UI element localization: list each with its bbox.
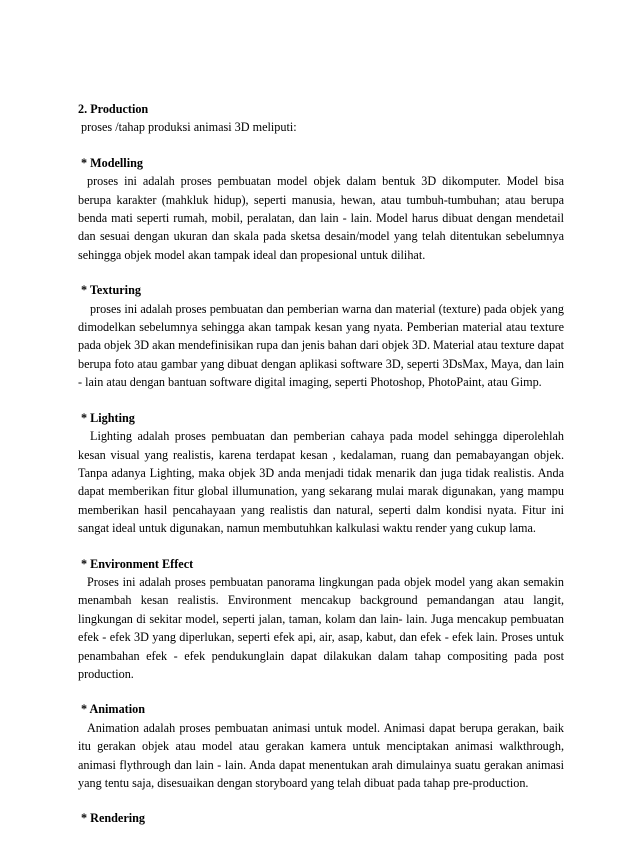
section-lighting xyxy=(78,409,564,538)
section-body-lighting: Lighting adalah proses pembuatan dan pemberian cahaya pada model sehingga diperolehlah kesan visual yang realistis, karena terdapat kesan , kedalaman, ruang dan pemabayangan objek. Tanpa adanya Lighting, maka objek 3D anda menjadi tidak menarik dan juga tidak realistis. Anda dapat memberikan fitur global illumunation, yang sekarang mulai marak digunakan, yang mampu memberikan hasil pencahayaan yang realistis dan natural, seperti dalm kondisi nyata. Fitur ini sangat ideal untuk digunakan, namun membutuhkan kalkulasi waktu render yang cukup lama. xyxy=(78,429,564,536)
section-title-rendering: * Rendering xyxy=(81,811,145,826)
section-body-environment-effect: Proses ini adalah proses pembuatan panorama lingkungan pada objek model yang akan semakin menambah kesan realistis. Environment mencakup background pemandangan atau langit, lingkungan di sekitar model, seperti jalan, taman, kolam dan lain- lain. Juga mencakup pembuatan efek - efek 3D yang diperlukan, seperti efek api, air, asap, kabut, dan efek - efek lain. Proses untuk penambahan efek - efek pendukunglain dapat dilakukan dalam tahap compositing pada post production. xyxy=(78,574,564,681)
document-page xyxy=(78,100,564,845)
section-title-environment-effect: * Environment Effect xyxy=(81,556,194,571)
section-body-texturing: proses ini adalah proses pembuatan dan pemberian warna dan material (texture) pada objek yang dimodelkan sebelumnya sehingga akan tampak kesan yang nyata. Pemberian material atau texture pada objek 3D akan mendefinisikan rupa dan jenis bahan dari objek 3D. Material atau texture dapat berupa foto atau gambar yang dibuat dengan aplikasi software 3D, seperti 3DsMax, Maya, dan lain - lain atau dengan bantuan software digital imaging, seperti Photoshop, PhotoPaint, atau Gimp. xyxy=(78,301,564,390)
section-body-modelling: proses ini adalah proses pembuatan model objek dalam bentuk 3D dikomputer. Model bisa berupa karakter (mahkluk hidup), seperti manusia, hewan, atau tumbuh-tumbuhan; atau berupa benda mati seperti rumah, mobil, peralatan, dan lain - lain. Model harus dibuat dengan mendetail dan sesuai dengan ukuran dan skala pada sketsa desain/model yang telah ditentukan sebelumnya sehingga objek model akan tampak ideal dan propesional untuk dilihat. xyxy=(78,174,564,262)
section-modelling xyxy=(78,154,564,264)
section-body-animation: Animation adalah proses pembuatan animasi untuk model. Animasi dapat berupa gerakan, baik itu gerakan objek atau model atau gerakan kamera untuk menciptakan animasi walkthrough, animasi flythrough dan lain - lain. Anda dapat menentukan arah dimulainya suatu gerakan animasi yang tentu saja, disesuaikan dengan storyboard yang telah dibuat pada tahap pre-production. xyxy=(78,720,564,790)
section-rendering xyxy=(78,809,564,827)
section-title-animation: * Animation xyxy=(81,702,145,717)
section-title-modelling: * Modelling xyxy=(81,155,143,170)
section-title-lighting: * Lighting xyxy=(81,410,135,425)
section-environment-effect xyxy=(78,555,564,684)
section-texturing xyxy=(78,281,564,391)
section-animation xyxy=(78,700,564,792)
section-heading: 2. Production xyxy=(78,102,149,116)
intro-text: proses /tahap produksi animasi 3D meliputi: xyxy=(81,120,297,135)
section-title-texturing: * Texturing xyxy=(81,283,141,298)
